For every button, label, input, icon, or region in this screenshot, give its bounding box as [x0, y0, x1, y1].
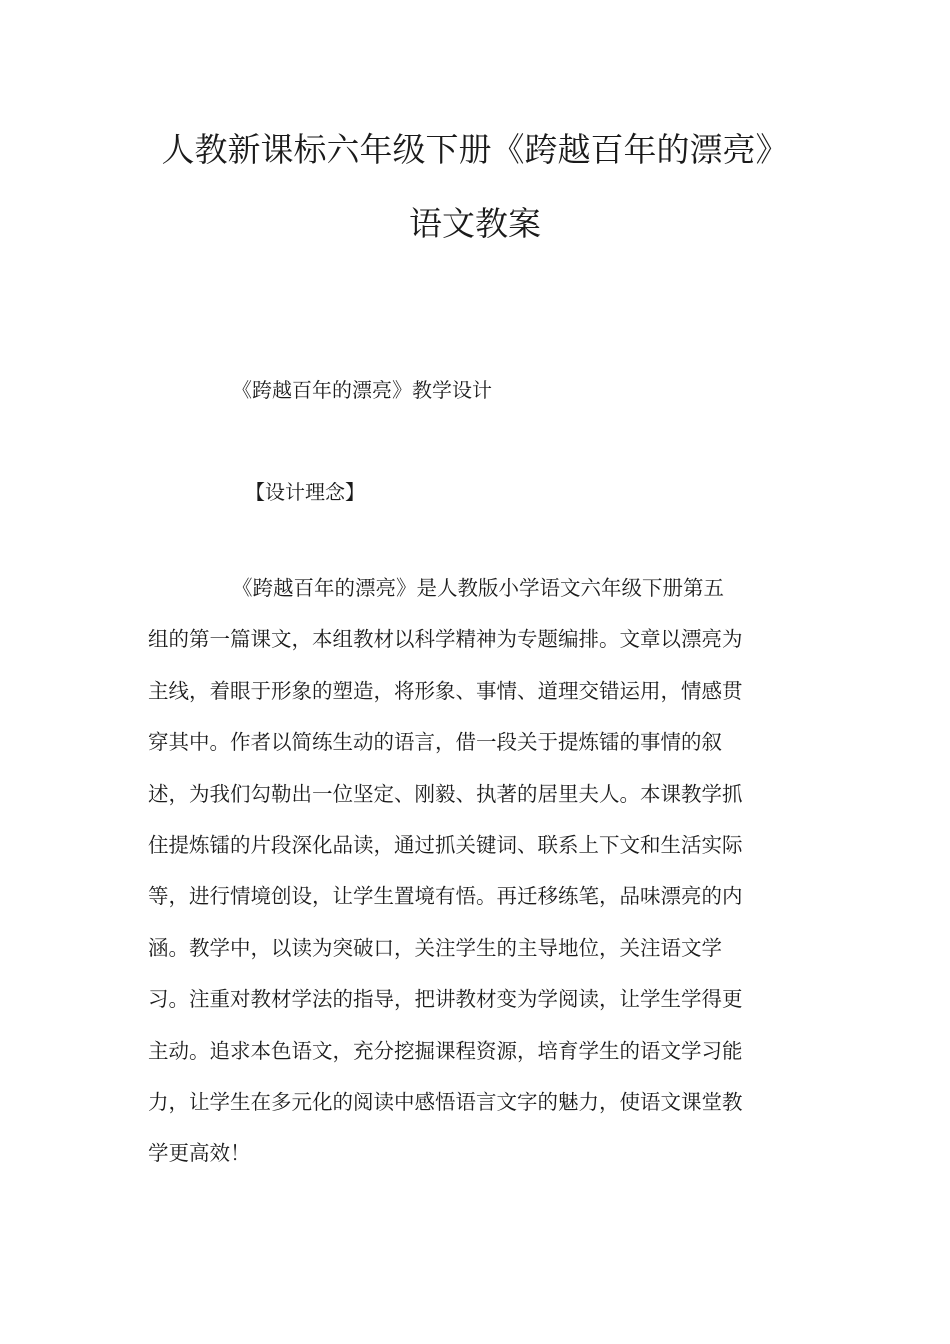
paragraph-line: 涵。教学中，以读为突破口，关注学生的主导地位，关注语文学	[148, 935, 722, 960]
paragraph-line: 主线，着眼于形象的塑造，将形象、事情、道理交错运用，情感贯	[148, 678, 743, 703]
paragraph-line: 等，进行情境创设，让学生置境有悟。再迁移练笔，品味漂亮的内	[148, 884, 743, 909]
paragraph-line: 习。注重对教材学法的指导，把讲教材变为学阅读，让学生学得更	[148, 987, 743, 1012]
lesson-design-subtitle: 《跨越百年的漂亮》教学设计	[232, 378, 492, 402]
document-title-line-1: 人教新课标六年级下册《跨越百年的漂亮》	[161, 130, 789, 169]
paragraph-line: 力，让学生在多元化的阅读中感悟语言文字的魅力，使语文课堂教	[148, 1089, 743, 1114]
paragraph-line: 《跨越百年的漂亮》是人教版小学语文六年级下册第五	[232, 576, 724, 600]
paragraph-line: 组的第一篇课文，本组教材以科学精神为专题编排。文章以漂亮为	[148, 627, 743, 652]
paragraph-line: 住提炼镭的片段深化品读，通过抓关键词、联系上下文和生活实际	[148, 832, 743, 857]
document-title-line-2: 语文教案	[409, 204, 541, 243]
paragraph-line: 穿其中。作者以简练生动的语言，借一段关于提炼镭的事情的叙	[148, 730, 722, 755]
design-concept-paragraph	[148, 572, 808, 1189]
section-heading-design-concept: 【设计理念】	[245, 480, 365, 504]
paragraph-line: 学更高效！	[148, 1141, 251, 1166]
paragraph-line: 主动。追求本色语文，充分挖掘课程资源，培育学生的语文学习能	[148, 1038, 743, 1063]
paragraph-line: 述，为我们勾勒出一位坚定、刚毅、执著的居里夫人。本课教学抓	[148, 781, 743, 806]
